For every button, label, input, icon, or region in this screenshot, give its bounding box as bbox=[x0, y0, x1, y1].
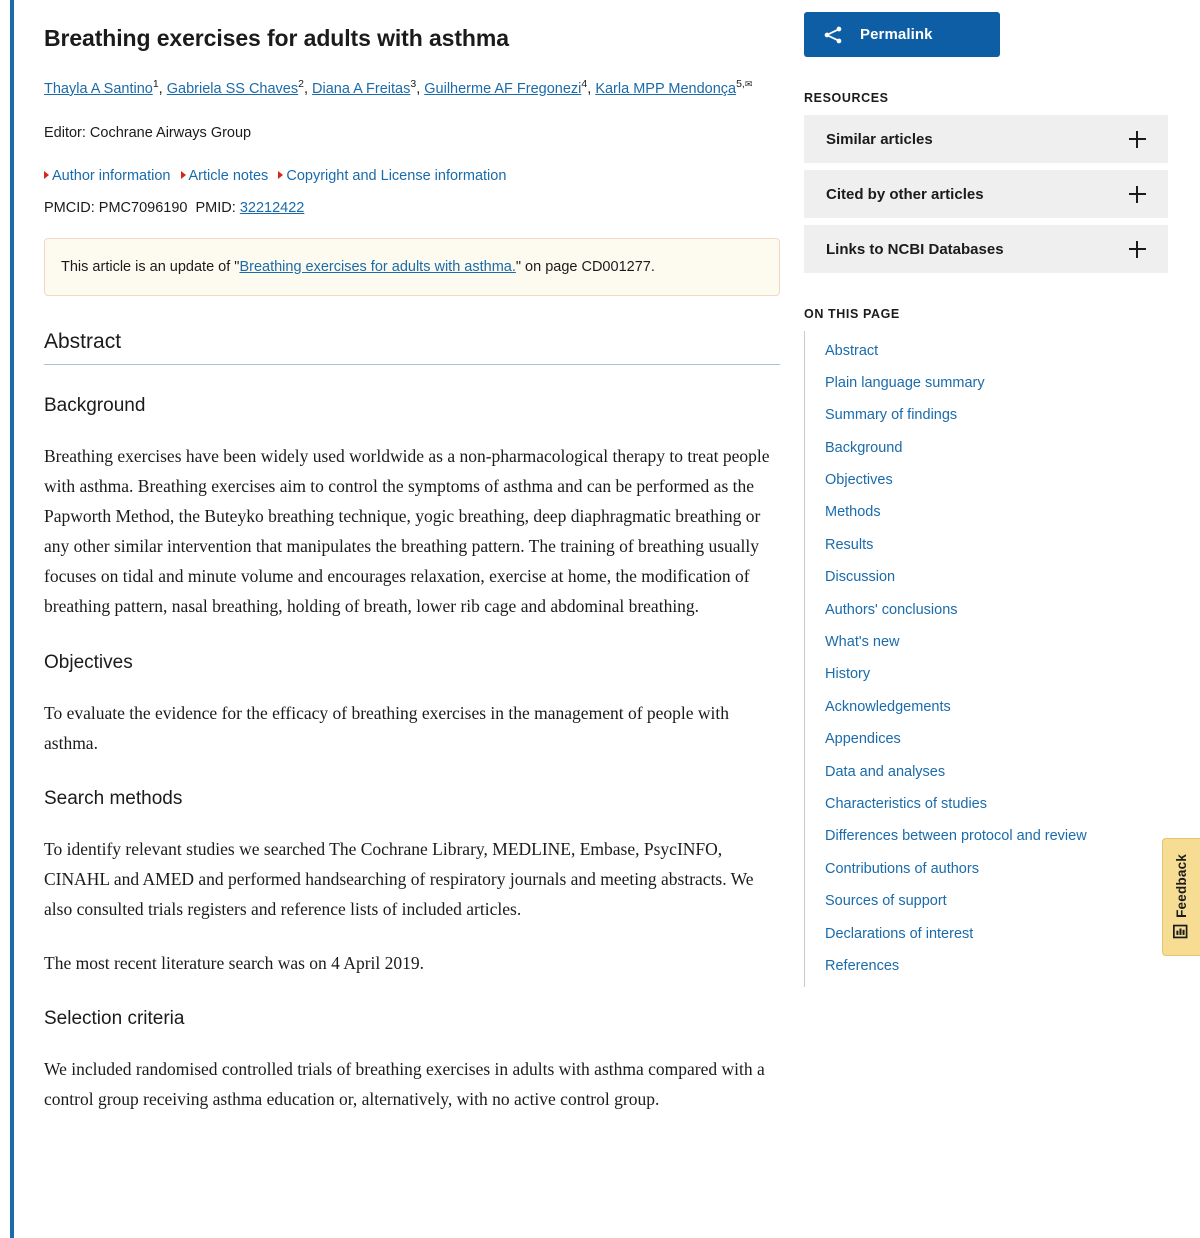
plus-icon[interactable] bbox=[1129, 131, 1146, 148]
chart-icon bbox=[1173, 923, 1190, 940]
toc-item-whats-new[interactable]: What's new bbox=[825, 634, 900, 651]
author-affiliation-marker: 5,✉ bbox=[736, 77, 753, 90]
update-notice-box bbox=[44, 238, 780, 296]
abstract-heading: Abstract bbox=[44, 330, 780, 365]
author-affiliation-marker: 4 bbox=[581, 77, 588, 90]
accordion-similar-articles[interactable] bbox=[804, 115, 1168, 163]
accordion-links-to-ncbi-databases[interactable] bbox=[804, 225, 1168, 273]
article-notes-toggle[interactable]: Article notes bbox=[181, 168, 269, 184]
author-link[interactable]: Guilherme AF Fregonezi bbox=[424, 80, 582, 97]
abstract-subheading-objectives: Objectives bbox=[44, 651, 133, 673]
author-link[interactable]: Thayla A Santino bbox=[44, 80, 153, 97]
abstract-paragraph-search-date: The most recent literature search was on 4 April 2019. bbox=[44, 953, 425, 974]
permalink-button[interactable] bbox=[804, 12, 1000, 57]
toc-item-abstract[interactable]: Abstract bbox=[825, 342, 879, 359]
triangle-right-icon bbox=[181, 171, 186, 179]
author-affiliation-marker: 3 bbox=[410, 77, 417, 90]
abstract-subheading-search-methods: Search methods bbox=[44, 787, 183, 809]
triangle-right-icon bbox=[44, 171, 49, 179]
article-identifiers bbox=[44, 200, 780, 216]
update-notice-prefix: This article is an update of " bbox=[61, 258, 240, 275]
toc-item-results[interactable]: Results bbox=[825, 536, 874, 553]
toc-item-history[interactable]: History bbox=[825, 666, 871, 683]
toc-item-summary-of-findings[interactable]: Summary of findings bbox=[825, 407, 958, 424]
toc-item-plain-language-summary[interactable]: Plain language summary bbox=[825, 374, 985, 391]
pmid-label: PMID: bbox=[195, 199, 236, 216]
abstract-paragraph-selection-criteria: We included randomised controlled trials of breathing exercises in adults with asthma compared with a control group receiving asthma education or, alternatively, with no active control group. bbox=[44, 1059, 765, 1110]
on-this-page-heading: ON THIS PAGE bbox=[804, 307, 900, 321]
accordion-label: Similar articles bbox=[826, 130, 933, 148]
triangle-right-icon bbox=[278, 171, 283, 179]
article-meta-links bbox=[44, 165, 780, 188]
toc-item-objectives[interactable]: Objectives bbox=[825, 472, 893, 489]
toc-item-references[interactable]: References bbox=[825, 957, 900, 974]
toc-item-methods[interactable]: Methods bbox=[825, 504, 881, 521]
author-list: Thayla A Santino$^1$, Gabriela SS Chaves$^2$, Diana A Freitas$^3$, Guilherme AF Fregonezi$^4$, Karla MPP Mendonça$^{5,✉}$ bbox=[44, 77, 753, 97]
author-affiliation-marker: 1 bbox=[152, 77, 159, 90]
resources-heading: RESOURCES bbox=[804, 91, 889, 105]
permalink-button-label: Permalink bbox=[860, 26, 933, 43]
accordion-label: Links to NCBI Databases bbox=[826, 240, 1004, 258]
share-icon bbox=[822, 24, 844, 46]
feedback-tab-label: Feedback bbox=[1174, 853, 1189, 918]
right-sidebar bbox=[804, 0, 1184, 987]
toc-item-declarations-of-interest[interactable]: Declarations of interest bbox=[825, 925, 974, 942]
toc-item-discussion[interactable]: Discussion bbox=[825, 569, 896, 586]
envelope-icon[interactable]: ✉ bbox=[744, 78, 753, 89]
accordion-cited-by-other-articles[interactable] bbox=[804, 170, 1168, 218]
author-information-toggle[interactable]: Author information bbox=[44, 168, 170, 184]
toc-item-contributions-of-authors[interactable]: Contributions of authors bbox=[825, 860, 979, 877]
pmcid-value: PMC7096190 bbox=[98, 199, 188, 216]
update-notice-link[interactable]: Breathing exercises for adults with asthma. bbox=[239, 258, 516, 275]
pmid-link[interactable]: 32212422 bbox=[239, 199, 305, 216]
toc-item-differences-between-protocol-and-review[interactable]: Differences between protocol and review bbox=[825, 828, 1087, 845]
article-main-column bbox=[14, 0, 800, 1114]
author-link[interactable]: Karla MPP Mendonça bbox=[595, 80, 737, 97]
toc-item-sources-of-support[interactable]: Sources of support bbox=[825, 893, 947, 910]
toc-item-authors-conclusions[interactable]: Authors' conclusions bbox=[825, 601, 958, 618]
accordion-label: Cited by other articles bbox=[826, 185, 984, 203]
author-link[interactable]: Gabriela SS Chaves bbox=[166, 80, 299, 97]
author-affiliation-marker: 2 bbox=[298, 77, 304, 90]
editor-line: Editor: Cochrane Airways Group bbox=[44, 124, 252, 141]
abstract-paragraph-objectives: To evaluate the evidence for the efficacy of breathing exercises in the management of people with asthma. bbox=[44, 702, 730, 753]
abstract-paragraph-background: Breathing exercises have been widely used worldwide as a non-pharmacological therapy to treat people with asthma. Breathing exercises aim to control the symptoms of asthma and can be performed as the Papworth Method, the Buteyko breathing technique, yogic breathing, deep diaphragmatic breathing or any other similar intervention that manipulates the breathing pattern. The training of breathing usually focuses on tidal and minute volume and encourages relaxation, exercise at home, the modification of breathing pattern, nasal breathing, holding of breath, lower rib cage and abdominal breathing. bbox=[44, 445, 770, 617]
pmcid-label: PMCID: bbox=[44, 199, 95, 216]
toc-item-background[interactable]: Background bbox=[825, 439, 903, 456]
feedback-tab[interactable] bbox=[1162, 838, 1200, 956]
toc-item-characteristics-of-studies[interactable]: Characteristics of studies bbox=[825, 795, 987, 812]
abstract-subheading-background: Background bbox=[44, 394, 146, 416]
toc-item-acknowledgements[interactable]: Acknowledgements bbox=[825, 698, 951, 715]
plus-icon[interactable] bbox=[1129, 241, 1146, 258]
abstract-subheading-selection-criteria: Selection criteria bbox=[44, 1008, 185, 1030]
update-notice-suffix: " on page CD001277. bbox=[515, 258, 655, 275]
toc-item-appendices[interactable]: Appendices bbox=[825, 731, 901, 748]
plus-icon[interactable] bbox=[1129, 186, 1146, 203]
on-this-page-nav bbox=[804, 331, 1168, 987]
author-link[interactable]: Diana A Freitas bbox=[312, 80, 411, 97]
toc-item-data-and-analyses[interactable]: Data and analyses bbox=[825, 763, 946, 780]
page-title: Breathing exercises for adults with asthma bbox=[44, 25, 509, 51]
abstract-paragraph-search-methods: To identify relevant studies we searched The Cochrane Library, MEDLINE, Embase, PsycINFO, CINAHL and AMED and performed handsearching of respiratory journals and meeting abstracts. We also consulted trials registers and reference lists of included articles. bbox=[44, 838, 754, 919]
copyright-license-toggle[interactable]: Copyright and License information bbox=[278, 168, 506, 184]
